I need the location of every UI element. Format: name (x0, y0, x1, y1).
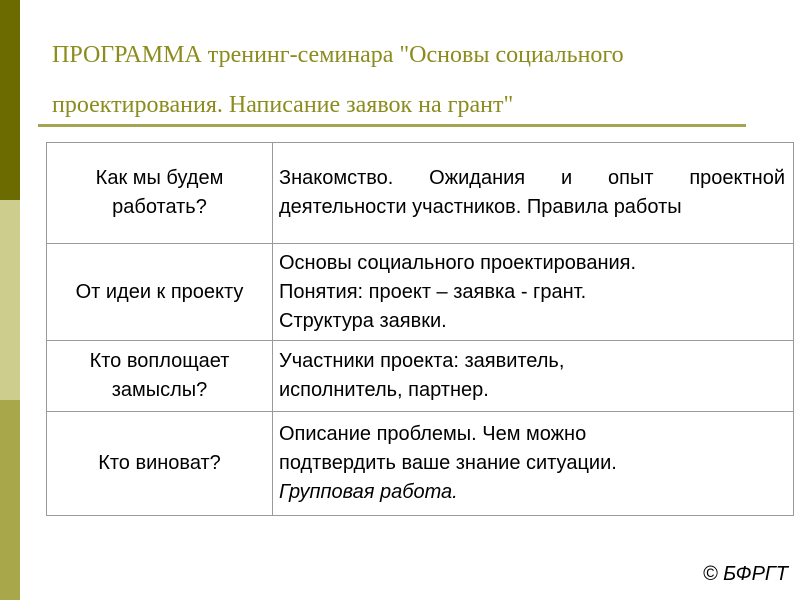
answer-line: Участники проекта: заявитель, (279, 350, 565, 372)
side-bar-segment-light (0, 200, 20, 400)
table-row (47, 143, 794, 244)
copyright-footer: © БФРГТ (702, 563, 788, 585)
side-bar-segment-dark (0, 0, 20, 200)
answer-line: Понятия: проект – заявка - грант. (279, 280, 587, 303)
answer-line: Основы социального проектирования. (279, 251, 637, 274)
question-cell: Кто воплощает замыслы? (47, 341, 273, 412)
answer-line-italic: Групповая работа. (279, 481, 458, 503)
answer-cell (273, 341, 794, 412)
slide-title-line-1: ПРОГРАММА тренинг-семинара "Основы социального (52, 42, 624, 68)
question-cell: Кто виноват? (47, 412, 273, 516)
title-underline (38, 124, 746, 127)
table-row (47, 341, 794, 412)
table-row (47, 244, 794, 341)
program-table (46, 142, 794, 516)
slide-title (52, 30, 792, 130)
decorative-side-bar (0, 0, 20, 600)
question-cell: От идеи к проекту (47, 244, 273, 341)
answer-cell: Знакомство. Ожидания и опыт проектной деятельности участников. Правила работы (273, 143, 794, 244)
answer-line: подтвердить ваше знание ситуации. (279, 452, 617, 474)
slide-title-line-2: проектирования. Написание заявок на грант" (52, 92, 514, 118)
answer-line: исполнитель, партнер. (279, 379, 489, 401)
answer-cell (273, 244, 794, 341)
side-bar-segment-mid (0, 400, 20, 600)
answer-line: Структура заявки. (279, 309, 447, 332)
answer-line: Описание проблемы. Чем можно (279, 423, 587, 445)
question-cell: Как мы будем работать? (47, 143, 273, 244)
table-row (47, 412, 794, 516)
answer-cell (273, 412, 794, 516)
